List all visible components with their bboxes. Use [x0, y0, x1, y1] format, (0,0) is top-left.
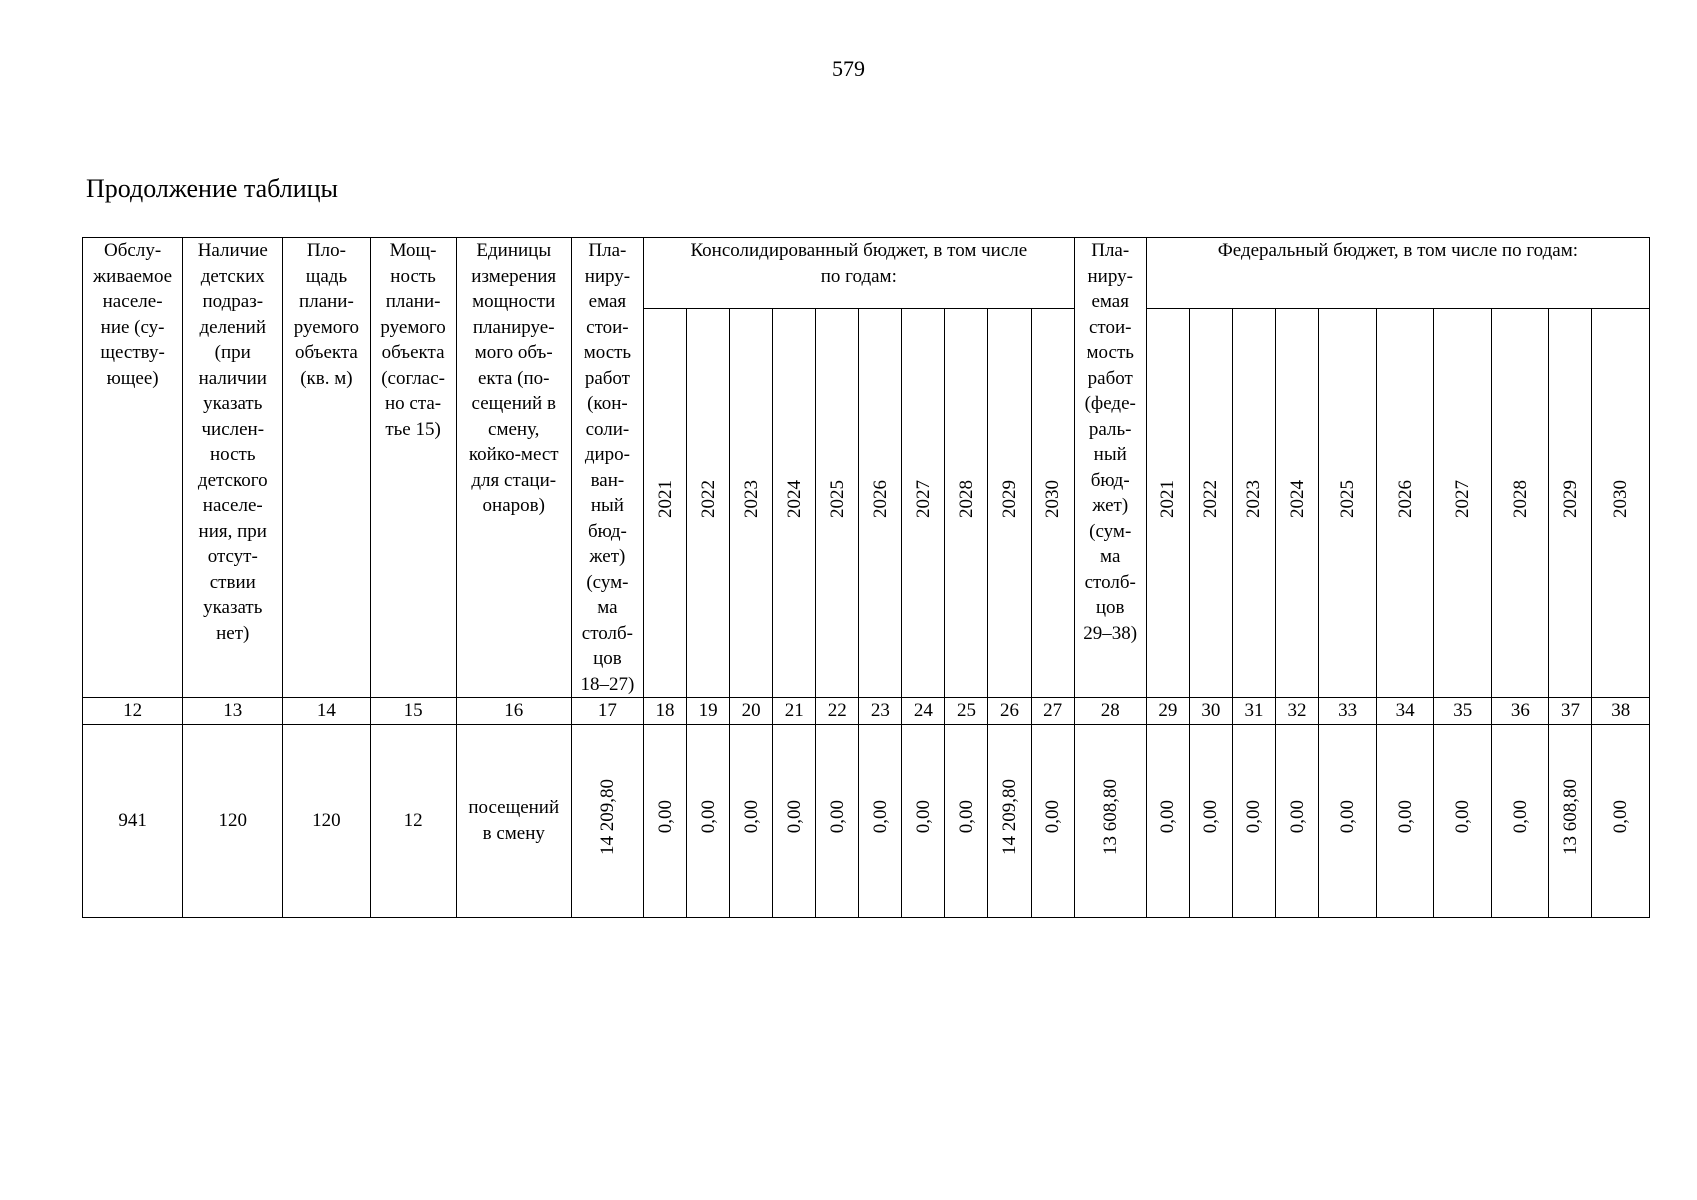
consolidated-year-header: [730, 309, 773, 698]
header-line: нет): [216, 622, 250, 644]
header-line: указать: [203, 597, 263, 618]
header-consolidated-group: [643, 238, 1074, 309]
column-number: 26: [988, 698, 1031, 725]
consolidated-year-header: [902, 309, 945, 698]
header-line: детского: [197, 469, 268, 491]
cell-served-population: 941: [83, 724, 183, 917]
consolidated-year-header: [816, 309, 859, 698]
federal-year-header: [1592, 309, 1650, 698]
consolidated-year-header: [687, 309, 730, 698]
consolidated-year-label: 2026: [869, 480, 891, 519]
column-number: 25: [945, 698, 988, 725]
header-line: Единицы: [476, 240, 552, 261]
consolidated-year-value: 0,00: [912, 800, 934, 834]
column-number: 14: [283, 698, 370, 725]
header-line: (феде-: [1084, 393, 1136, 414]
header-line: Федеральный бюджет, в том числе по годам:: [1217, 240, 1579, 261]
header-line: объекта: [294, 342, 358, 363]
cell-area: 120: [283, 724, 370, 917]
header-line: населе-: [102, 291, 163, 312]
federal-year-label: 2022: [1200, 480, 1222, 519]
consolidated-year-label: 2030: [1042, 480, 1064, 519]
federal-year-label: 2029: [1559, 480, 1581, 519]
header-line: по годам:: [820, 265, 897, 287]
header-line: детских: [200, 265, 265, 287]
consolidated-year-value: 0,00: [783, 800, 805, 834]
federal-year-label: 2023: [1243, 480, 1265, 519]
header-children-departments: [183, 238, 283, 698]
header-line: (сум-: [1089, 520, 1132, 542]
column-number: 18: [643, 698, 686, 725]
cell-consolidated-year: [859, 724, 902, 917]
federal-year-value: 0,00: [1394, 800, 1416, 834]
cell-federal-year: [1549, 724, 1592, 917]
header-line: бюд-: [587, 520, 627, 542]
header-line: екта (по-: [478, 367, 550, 389]
column-number: 17: [571, 698, 643, 725]
header-line: Пло-: [306, 240, 346, 261]
header-federal-total: [1074, 238, 1146, 698]
header-line: онаров): [482, 495, 545, 516]
federal-year-header: [1275, 309, 1318, 698]
header-line: живаемое: [93, 265, 173, 287]
header-line: мого объ-: [474, 342, 553, 363]
header-line: делений: [199, 316, 267, 338]
federal-year-header: [1434, 309, 1492, 698]
cell-federal-year: [1434, 724, 1492, 917]
federal-year-value: 0,00: [1509, 800, 1531, 834]
header-line: емая: [588, 291, 627, 312]
cell-consolidated-year: [988, 724, 1031, 917]
federal-year-label: 2027: [1452, 480, 1474, 519]
federal-total-value: 13 608,80: [1099, 778, 1121, 855]
federal-year-label: 2028: [1509, 480, 1531, 519]
header-capacity: [370, 238, 456, 698]
header-line: столб-: [1084, 571, 1136, 593]
cell-federal-total: [1074, 724, 1146, 917]
consolidated-year-header: [945, 309, 988, 698]
cell-federal-year: [1319, 724, 1377, 917]
cell-federal-year: [1592, 724, 1650, 917]
column-number: 32: [1275, 698, 1318, 725]
cell-consolidated-year: [902, 724, 945, 917]
consolidated-year-label: 2022: [697, 480, 719, 519]
header-line: (соглас-: [381, 367, 445, 389]
column-number: 33: [1319, 698, 1377, 725]
header-row: [83, 238, 1650, 309]
header-line: ма: [597, 597, 618, 618]
page-number: 579: [832, 56, 865, 81]
column-number: 35: [1434, 698, 1492, 725]
header-line: Пла-: [1091, 240, 1130, 261]
consolidated-year-header: [1031, 309, 1074, 698]
header-line: мощности: [472, 291, 556, 312]
federal-year-label: 2024: [1286, 480, 1308, 519]
header-line: смену,: [488, 418, 540, 440]
header-line: планируе-: [472, 316, 555, 338]
header-line: соли-: [585, 418, 630, 440]
header-line: ствии: [209, 571, 256, 593]
federal-year-header: [1377, 309, 1434, 698]
header-line: ма: [1100, 546, 1121, 567]
column-number: 30: [1189, 698, 1232, 725]
federal-year-label: 2025: [1337, 480, 1359, 519]
consolidated-year-value: 14 209,80: [999, 778, 1020, 855]
column-number: 34: [1377, 698, 1434, 725]
header-capacity-units: [456, 238, 571, 698]
header-line: работ: [584, 367, 630, 389]
federal-year-value: 0,00: [1157, 800, 1179, 834]
consolidated-year-value: 0,00: [740, 800, 762, 834]
header-line: ван-: [590, 469, 625, 491]
consolidated-year-value: 0,00: [826, 800, 848, 834]
header-line: руемого: [380, 316, 446, 338]
cell-consolidated-year: [730, 724, 773, 917]
header-line: работ: [1087, 367, 1133, 389]
consolidated-year-value: 0,00: [955, 800, 977, 834]
header-line: населе-: [202, 495, 263, 516]
cell-consolidated-year: [643, 724, 686, 917]
federal-year-header: [1189, 309, 1232, 698]
header-line: подраз-: [202, 291, 264, 312]
federal-year-value: 13 608,80: [1559, 778, 1581, 855]
header-federal-group: [1146, 238, 1649, 309]
cell-consolidated-year: [945, 724, 988, 917]
column-number: 13: [183, 698, 283, 725]
header-line: Обслу-: [104, 240, 162, 261]
header-line: плани-: [299, 291, 354, 312]
header-line: 18–27): [580, 673, 635, 695]
budget-table: [82, 237, 1650, 918]
federal-year-value: 0,00: [1286, 800, 1308, 834]
header-line: бюд-: [1090, 469, 1130, 491]
table-caption: Продолжение таблицы: [86, 174, 338, 203]
cell-consolidated-year: [687, 724, 730, 917]
header-line: ние (су-: [100, 316, 165, 338]
federal-year-value: 0,00: [1243, 800, 1265, 834]
consolidated-year-header: [859, 309, 902, 698]
consolidated-year-label: 2028: [955, 480, 977, 519]
header-line: ность: [209, 444, 256, 465]
cell-federal-year: [1189, 724, 1232, 917]
header-line: (кв. м): [300, 367, 353, 389]
column-number: 21: [773, 698, 816, 725]
federal-year-header: [1492, 309, 1549, 698]
cell-consolidated-year: [773, 724, 816, 917]
column-number: 19: [687, 698, 730, 725]
federal-year-label: 2021: [1157, 480, 1179, 519]
header-line: раль-: [1088, 418, 1132, 440]
consolidated-year-label: 2021: [654, 480, 676, 519]
column-number: 12: [83, 698, 183, 725]
column-number: 20: [730, 698, 773, 725]
header-consolidated-total: [571, 238, 643, 698]
header-line: ный: [590, 495, 624, 516]
cell-federal-year: [1146, 724, 1189, 917]
consolidated-year-value: 0,00: [869, 800, 891, 834]
header-line: сещений в: [471, 393, 556, 414]
column-numbers-row: [83, 698, 1650, 725]
header-line: посещений: [468, 797, 560, 818]
column-number: 15: [370, 698, 456, 725]
header-line: диро-: [584, 444, 630, 465]
header-line: щадь: [305, 265, 348, 287]
consolidated-year-value: 0,00: [1042, 800, 1064, 834]
cell-consolidated-year: [1031, 724, 1074, 917]
consolidated-total-value: 14 209,80: [596, 778, 618, 855]
header-line: цов: [1095, 597, 1125, 618]
header-area: [283, 238, 370, 698]
column-number: 23: [859, 698, 902, 725]
cell-capacity: 12: [370, 724, 456, 917]
cell-federal-year: [1232, 724, 1275, 917]
header-line: жет): [1092, 495, 1129, 516]
cell-children-departments: 120: [183, 724, 283, 917]
header-line: емая: [1091, 291, 1129, 312]
header-line: (кон-: [587, 393, 628, 414]
header-line: 29–38): [1083, 622, 1138, 644]
header-line: плани-: [385, 291, 441, 312]
federal-year-label: 2030: [1610, 480, 1632, 519]
consolidated-year-value: 0,00: [654, 800, 676, 834]
column-number: 22: [816, 698, 859, 725]
header-line: Мощ-: [389, 240, 437, 261]
consolidated-year-label: 2029: [999, 480, 1020, 519]
header-line: ный: [1093, 444, 1127, 465]
header-line: жет): [589, 546, 626, 567]
column-number: 37: [1549, 698, 1592, 725]
header-line: ющее): [106, 367, 159, 389]
header-line: ниру-: [1087, 265, 1133, 287]
consolidated-year-label: 2024: [783, 480, 805, 519]
federal-year-label: 2026: [1394, 480, 1416, 519]
header-line: но ста-: [384, 393, 442, 414]
column-number: 31: [1232, 698, 1275, 725]
consolidated-year-header: [773, 309, 816, 698]
federal-year-header: [1232, 309, 1275, 698]
header-line: указать: [203, 393, 263, 414]
header-line: объекта: [381, 342, 445, 363]
federal-year-value: 0,00: [1452, 800, 1474, 834]
header-line: Консолидированный бюджет, в том числе: [690, 240, 1028, 261]
column-number: 16: [456, 698, 571, 725]
header-line: руемого: [293, 316, 360, 338]
header-line: тье 15): [385, 418, 441, 440]
column-number: 24: [902, 698, 945, 725]
header-line: в смену: [482, 822, 545, 844]
federal-year-header: [1146, 309, 1189, 698]
header-line: отсут-: [207, 546, 258, 567]
cell-consolidated-year: [816, 724, 859, 917]
federal-year-value: 0,00: [1337, 800, 1359, 834]
header-line: числен-: [201, 418, 265, 440]
cell-federal-year: [1275, 724, 1318, 917]
header-line: ниру-: [584, 265, 631, 287]
consolidated-year-label: 2027: [912, 480, 934, 519]
cell-federal-year: [1492, 724, 1549, 917]
consolidated-year-header: [643, 309, 686, 698]
consolidated-year-header: [988, 309, 1031, 698]
header-line: (при: [214, 342, 251, 363]
header-line: цов: [593, 648, 622, 669]
header-line: Наличие: [197, 240, 268, 261]
header-line: стои-: [586, 316, 629, 338]
header-served-population: [83, 238, 183, 698]
column-number: 38: [1592, 698, 1650, 725]
column-number: 36: [1492, 698, 1549, 725]
federal-year-value: 0,00: [1200, 800, 1222, 834]
federal-year-header: [1319, 309, 1377, 698]
federal-year-header: [1549, 309, 1592, 698]
header-line: столб-: [581, 622, 634, 644]
column-number: 27: [1031, 698, 1074, 725]
cell-capacity-units: [456, 724, 571, 917]
header-line: ществу-: [100, 342, 165, 363]
federal-year-value: 0,00: [1610, 800, 1632, 834]
header-line: наличии: [198, 367, 267, 389]
header-line: для стаци-: [471, 469, 557, 491]
header-line: Пла-: [588, 240, 627, 261]
header-line: стои-: [1088, 316, 1132, 338]
header-line: измерения: [471, 265, 557, 287]
column-number: 29: [1146, 698, 1189, 725]
consolidated-year-label: 2023: [740, 480, 762, 519]
cell-consolidated-total: [571, 724, 643, 917]
consolidated-year-value: 0,00: [697, 800, 719, 834]
header-line: ность: [390, 265, 436, 287]
header-line: мость: [1086, 342, 1134, 363]
table-row: [83, 724, 1650, 917]
header-line: мость: [583, 342, 632, 363]
consolidated-year-label: 2025: [826, 480, 848, 519]
column-number: 28: [1074, 698, 1146, 725]
header-line: (сум-: [586, 571, 629, 593]
header-line: ния, при: [198, 520, 267, 542]
cell-federal-year: [1377, 724, 1434, 917]
header-line: койко-мест: [468, 444, 559, 465]
